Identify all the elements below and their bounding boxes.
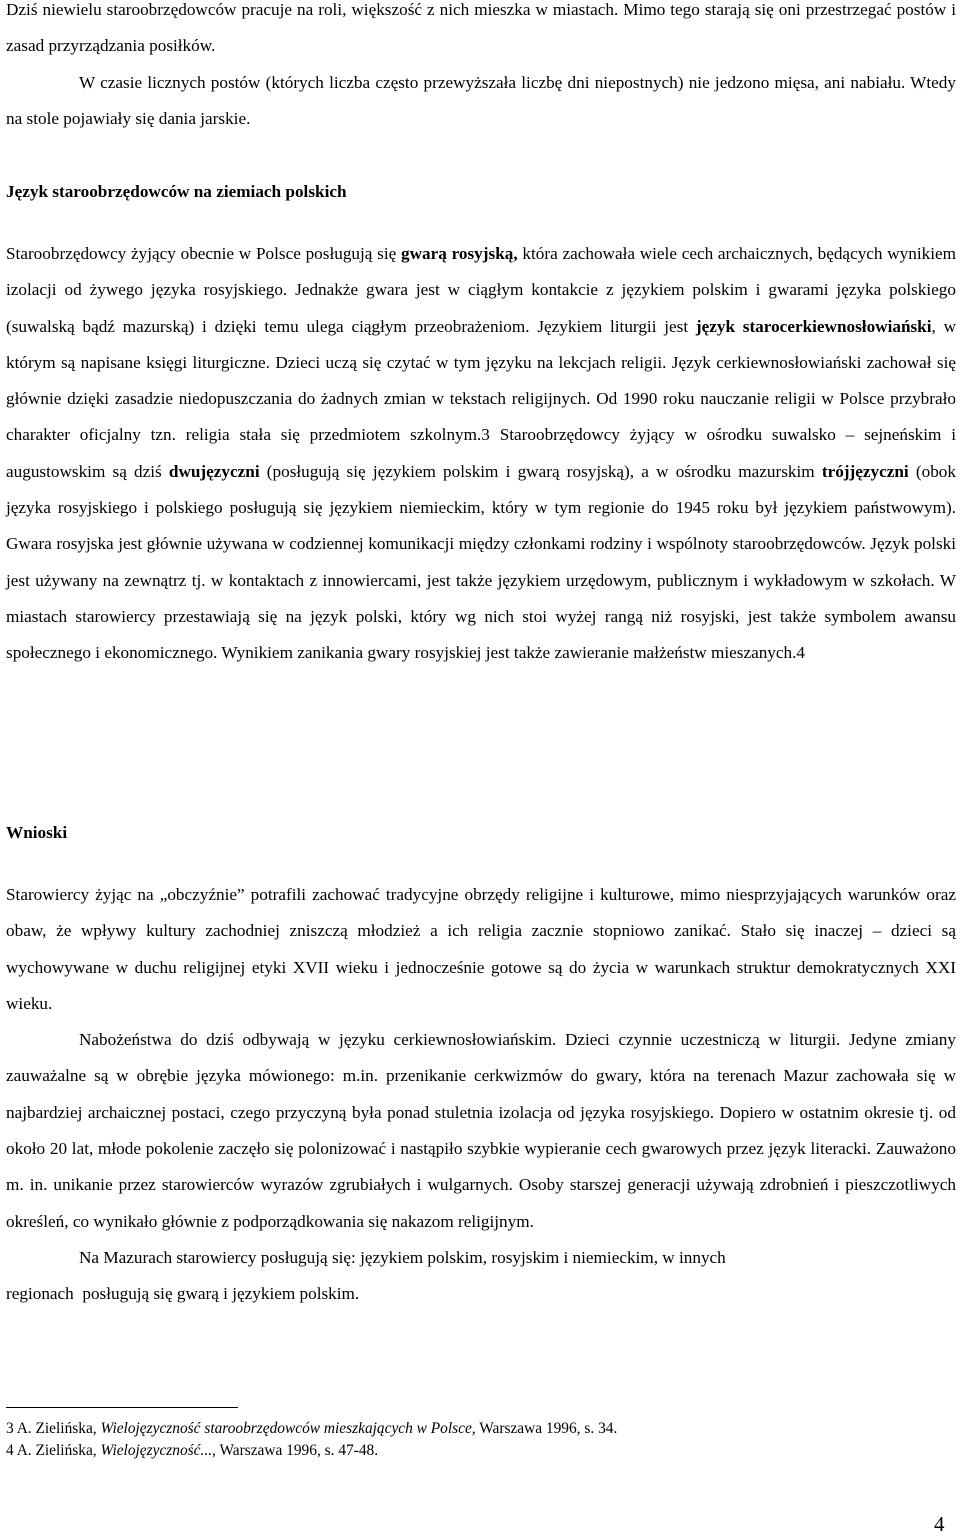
text-run: Staroobrzędowcy żyjący obecnie w Polsce posługują się — [6, 244, 402, 263]
bold-term-starocerkiewnoslowianski: język starocerkiewnosłowiański — [695, 316, 932, 336]
section-language-paragraph — [6, 236, 956, 672]
text-run: (obok języka rosyjskiego i polskiego posługują się językiem niemieckim, który w tym regionie do 1945 roku był językiem państwowym). Gwara rosyjska jest głównie używana w codziennej komunikacji między członkami rodziny i wspólnoty staroobrzędowców. Język polski jest używany na zewnątrz tj. w kontaktach z innowiercami, jest także językiem urzędowym, publicznym i wykładowym w szkołach. W miastach starowiercy przestawiają się na język polski, który wg nich stoi wyżej rangą niż rosyjski, jest także symbolem awansu społecznego i ekonomicznego. Wynikiem zanikania gwary rosyjskiej jest także zawieranie małżeństw mieszanych.4 — [6, 461, 956, 663]
conclusions-paragraph-1: Starowiercy żyjąc na „obczyźnie” potrafili zachować tradycyjne obrzędy religijne i kulturowe, mimo niesprzyjających warunków oraz obaw, że wpływy kultury zachodniej zniszczą młodzież a ich religia zacznie stopniowo zanikać. Stało się inaczej – dzieci są wychowywane w duchu religijnej etyki XVII wieku i jednocześnie gotowe są do życia w warunkach struktur demokratycznych XXI wieku. — [6, 885, 956, 1013]
footnote-4 — [6, 1440, 946, 1462]
bold-term-gwara-rosyjska: gwarą rosyjską, — [401, 244, 518, 263]
page-number: 4 — [934, 1512, 945, 1536]
conclusions-paragraph-3-line-1: Na Mazurach starowiercy posługują się: językiem polskim, rosyjskim i niemieckim, w innych — [79, 1247, 726, 1267]
intro-text — [6, 0, 956, 137]
conclusions-paragraph-3-line-2: regionach posługują się gwarą i językiem polskim. — [6, 1284, 360, 1304]
bold-term-dwujezyczni: dwujęzyczni — [168, 461, 260, 481]
text-run: która zachowała wiele cech archaicznych, będących wynikiem izolacji od żywego języka rosyjskiego. Jednakże gwara jest w ciągłym kontakcie z językiem polskim i gwarami języka polskiego (suwalską bądź mazurską) i dzięki temu ulega ciągłym przeobrażeniom. Językiem liturgii jest — [6, 244, 956, 336]
footnote-title: Wielojęzyczność... — [100, 1442, 213, 1459]
section-heading-conclusions: Wnioski — [6, 823, 68, 842]
footnotes — [6, 1418, 946, 1462]
section-conclusions-text — [6, 877, 956, 1313]
section-heading-language: Język staroobrzędowców na ziemiach polskich — [6, 182, 347, 201]
footnote-3 — [6, 1418, 946, 1440]
footnote-author: 4 A. Zielińska, — [6, 1442, 101, 1459]
text-run: , w którym są napisane księgi liturgiczne. Dzieci uczą się czytać w tym języku na lekcjach religii. Język cerkiewnosłowiański zachował się głównie dzięki zasadzie niedopuszczania do żadnych zmian w tekstach religijnych. Od 1990 roku nauczanie religii w Polsce przybrało charakter oficjalny tzn. religia stała się przedmiotem szkolnym.3 Staroobrzędowcy żyjący w ośrodku suwalsko – sejneńskim i augustowskim są dziś — [6, 316, 957, 481]
intro-paragraph-2: W czasie licznych postów (których liczba często przewyższała liczbę dni niepostnych) nie jedzono mięsa, ani nabiału. Wtedy na stole pojawiały się dania jarskie. — [6, 72, 956, 128]
bold-term-trojjezyczni: trójjęzyczni — [821, 461, 909, 481]
conclusions-paragraph-2: Nabożeństwa do dziś odbywają w języku cerkiewnosłowiańskim. Dzieci czynnie uczestniczą w liturgii. Jedyne zmiany zauważalne są w obrębie języka mówionego: m.in. przenikanie cerkwizmów do gwary, która na terenach Mazur zachowała się w najbardziej archaicznej postaci, czego przyczyną była ponad stuletnia izolacja od języka rosyjskiego. Dopiero w ostatnim okresie tj. od około 20 lat, młode pokolenie zaczęło się polonizować i nastąpiło szybkie wypieranie cech gwarowych przez język literacki. Zauważono m. in. unikanie przez starowierców wyrazów zgrubiałych i wulgarnych. Osoby starszej generacji używają zdrobnień i pieszczotliwych określeń, co wynikało głównie z podporządkowania się nakazom religijnym. — [6, 1030, 956, 1231]
footnote-details: Warszawa 1996, s. 34. — [475, 1420, 618, 1437]
footnote-title: Wielojęzyczność staroobrzędowców mieszkających w Polsce, — [100, 1420, 476, 1437]
footnote-divider — [6, 1407, 238, 1408]
intro-paragraph-1: Dziś niewielu staroobrzędowców pracuje na roli, większość z nich mieszka w miastach. Mimo tego starają się oni przestrzegać postów i zasad przyrządzania posiłków. — [6, 0, 956, 56]
footnote-details: , Warszawa 1996, s. 47-48. — [212, 1442, 379, 1459]
text-run: (posługują się językiem polskim i gwarą rosyjską), a w ośrodku mazurskim — [259, 461, 822, 481]
footnote-author: 3 A. Zielińska, — [6, 1420, 101, 1437]
